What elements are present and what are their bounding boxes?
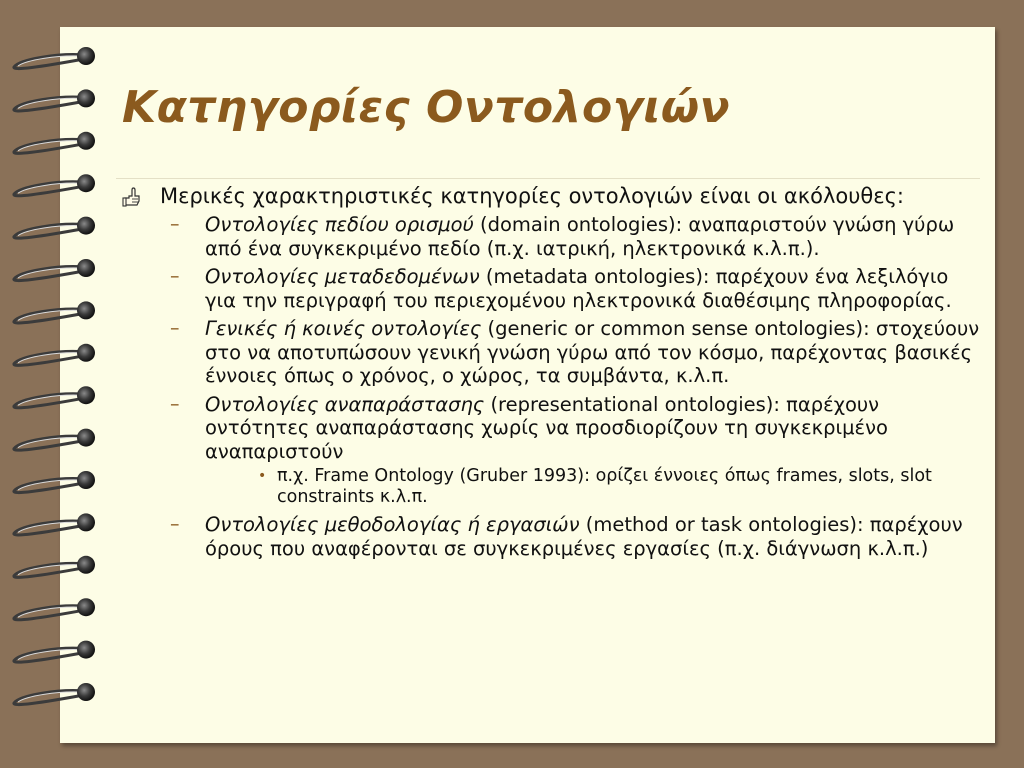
slide-title: Κατηγορίες Οντολογιών (122, 82, 731, 133)
spiral-wire (14, 309, 84, 323)
intro-text: Μερικές χαρακτηριστικές κατηγορίες οντολογιών είναι οι ακόλουθες: (160, 184, 904, 208)
dot-bullet: • (258, 468, 267, 484)
item-description: (generic or common sense ontologies): στοχεύουν στο να αποτυπώσουν γενική γνώση γύρω από τον κόσμο, παρέχοντας βασικές έννοιες όπως ο χρόνος, ο χώρος, τα συμβάντα, κ.λ.π. (205, 317, 980, 387)
item-description: (domain ontologies): αναπαριστούν γνώση γύρω από ένα συγκεκριμένο πεδίο (π.χ. ιατρική, ηλεκτρονικά κ.λ.π.). (205, 213, 955, 260)
dash-bullet: – (170, 513, 180, 535)
list-item (120, 393, 990, 509)
binding-hole (77, 471, 95, 489)
spiral-wire (14, 691, 84, 705)
spiral-wire (14, 394, 84, 408)
spiral-wire (14, 267, 84, 281)
sub-list-item (120, 466, 982, 508)
item-description: (representational ontologies): παρέχουν οντότητες αναπαράστασης χωρίς να προσδιορίζουν τη συγκεκριμένο αναπαριστούν (205, 392, 888, 463)
binding-hole (77, 386, 95, 404)
term-label: Οντολογίες πεδίου ορισμού (205, 213, 474, 236)
binding-hole (77, 429, 95, 447)
list-item (120, 317, 990, 388)
intro-bullet (120, 184, 990, 208)
binding-hole (77, 513, 95, 531)
spiral-wire (14, 224, 84, 238)
spiral-wire (14, 479, 84, 493)
binding-hole (77, 217, 95, 235)
term-label: Οντολογίες μεταδεδομένων (205, 265, 480, 288)
binding-hole (77, 301, 95, 319)
category-list (120, 213, 990, 560)
dash-bullet: – (170, 265, 180, 287)
term-label: Οντολογίες αναπαράστασης (205, 392, 485, 416)
spiral-wire (14, 97, 84, 111)
spiral-wire (14, 436, 84, 450)
binding-hole (77, 344, 95, 362)
spiral-wire (14, 521, 84, 535)
term-label: Οντολογίες μεθοδολογίας ή εργασιών (205, 513, 580, 536)
slide-content (120, 184, 990, 565)
binding-hole (77, 174, 95, 192)
item-description: (method or task ontologies): παρέχουν όρους που αναφέρονται σε συγκεκριμένες εργασίες (π.χ. διάγνωση κ.λ.π.) (205, 513, 963, 560)
spiral-binding (0, 0, 110, 768)
hand-pointer-icon (122, 186, 144, 208)
dash-bullet: – (170, 392, 180, 415)
binding-hole (77, 598, 95, 616)
dash-bullet: – (170, 213, 180, 235)
binding-hole (77, 47, 95, 65)
item-description: (metadata ontologies): παρέχουν ένα λεξιλόγιο για την περιγραφή του περιεχομένου ηλεκτρονικά διαθέσιμης πληροφορίας. (205, 265, 952, 312)
sub-item-text: π.χ. Frame Ontology (Gruber 1993): ορίζει έννοιες όπως frames, slots, slot constraints κ.λ.π. (277, 466, 932, 507)
spiral-wire (14, 351, 84, 365)
spiral-wire (14, 648, 84, 662)
spiral-wire (14, 139, 84, 153)
binding-hole (77, 556, 95, 574)
binding-hole (77, 641, 95, 659)
dash-bullet: – (170, 317, 180, 339)
term-label: Γενικές ή κοινές οντολογίες (205, 317, 482, 340)
binding-hole (77, 259, 95, 277)
spiral-wire (14, 563, 84, 577)
list-item (120, 513, 990, 560)
title-divider (116, 178, 980, 179)
spiral-wire (14, 606, 84, 620)
spiral-wire (14, 55, 84, 69)
binding-hole (77, 89, 95, 107)
list-item (120, 213, 990, 260)
spiral-wire (14, 182, 84, 196)
list-item (120, 265, 990, 312)
binding-hole (77, 132, 95, 150)
binding-hole (77, 683, 95, 701)
